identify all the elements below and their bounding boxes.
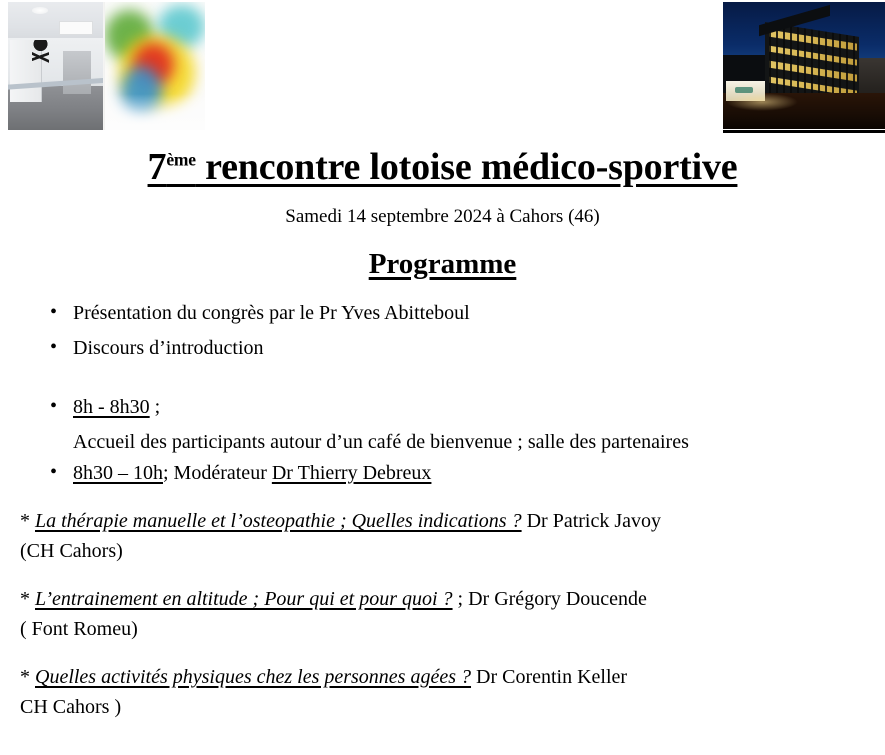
talk-marker: * — [20, 665, 30, 688]
wall-figure-sketch-icon — [32, 40, 50, 73]
agenda-item-label: Présentation du congrès par le Pr Yves Abitteboul — [73, 301, 470, 324]
talk-entry — [20, 506, 885, 566]
slot-time: 8h - 8h30 — [73, 395, 150, 418]
slot-moderator-name: Dr Thierry Debreux — [271, 461, 432, 484]
talk-speaker: Dr Corentin Keller — [471, 665, 628, 688]
agenda-item-label: Discours d’introduction — [73, 336, 264, 359]
page-subtitle: Samedi 14 septembre 2024 à Cahors (46) — [285, 205, 600, 227]
entrance-logo-icon — [735, 87, 753, 92]
agenda-list — [0, 299, 885, 422]
corridor-far-end — [63, 51, 91, 95]
hospital-corridor-mural-photo — [8, 2, 205, 130]
talk-affiliation: ( Font Romeu) — [20, 617, 138, 640]
entrance-light-glow — [726, 93, 797, 111]
talk-affiliation: CH Cahors ) — [20, 695, 122, 718]
page-title — [0, 148, 885, 188]
horizontal-rule — [723, 130, 885, 133]
talk-speaker: Dr Patrick Javoy — [521, 509, 662, 532]
talk-title: La thérapie manuelle et l’osteopathie ; Quelles indications ? — [35, 509, 522, 532]
building-right-wing — [859, 58, 885, 99]
title-rest: rencontre lotoise médico-sportive — [195, 146, 738, 188]
mural-wall-edge — [103, 2, 105, 130]
list-item — [0, 393, 885, 422]
title-number: 7 — [147, 146, 167, 188]
corridor-mural — [103, 2, 205, 130]
header-image-band — [0, 0, 885, 134]
talk-marker: * — [20, 509, 30, 532]
list-item — [0, 299, 885, 328]
section-heading-programme: Programme — [368, 247, 517, 280]
mural-fade — [103, 94, 205, 130]
list-item — [0, 334, 885, 363]
talk-entry — [20, 662, 885, 722]
modern-building-night-photo — [723, 2, 885, 129]
corridor-sign — [59, 21, 93, 35]
slot-moderator-prefix: ; Modérateur — [163, 461, 272, 484]
talk-title: L’entrainement en altitude ; Pour qui et pour quoi ? — [35, 587, 453, 610]
agenda-list-second — [0, 459, 885, 488]
talk-entry — [20, 584, 885, 644]
slot-detail: Accueil des participants autour d’un café de bienvenue ; salle des partenaires — [73, 430, 689, 453]
talk-marker: * — [20, 587, 30, 610]
talk-speaker: ; Dr Grégory Doucende — [452, 587, 647, 610]
talk-affiliation: (CH Cahors) — [20, 539, 123, 562]
talk-title: Quelles activités physiques chez les personnes agées ? — [35, 665, 472, 688]
slot-time: 8h30 – 10h — [73, 461, 163, 484]
title-ordinal: ème — [166, 149, 196, 170]
list-item — [0, 459, 885, 488]
slot-time-suffix: ; — [149, 395, 161, 418]
